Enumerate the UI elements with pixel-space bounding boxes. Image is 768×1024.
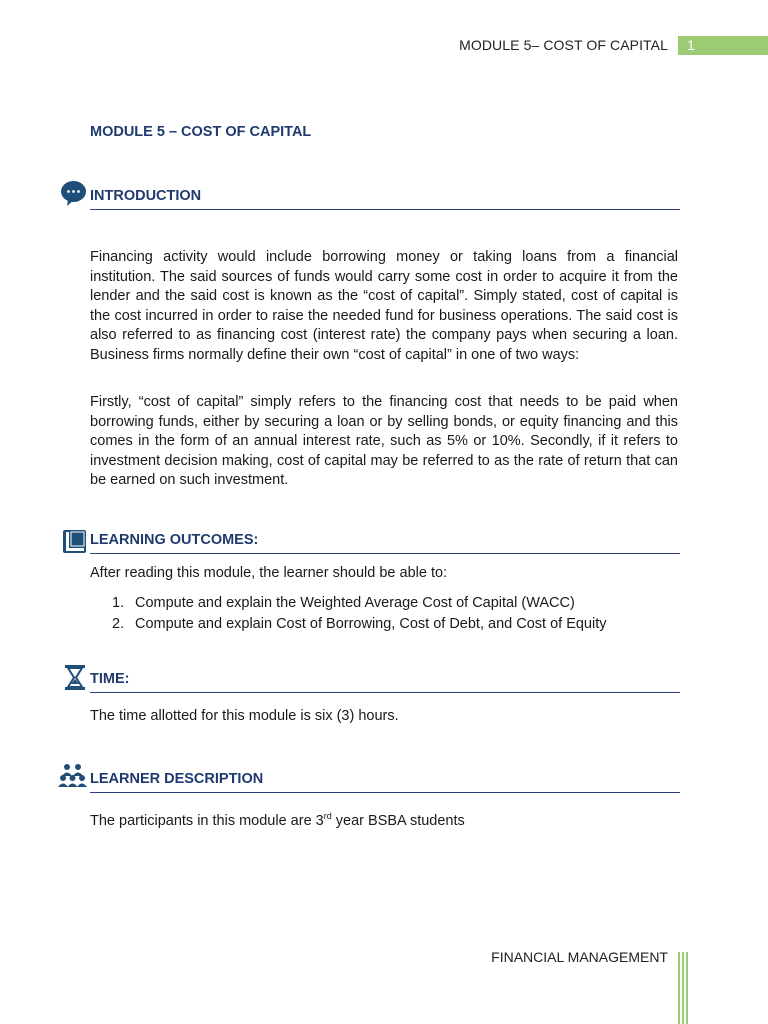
list-item	[112, 594, 607, 615]
list-item-number: 1.	[112, 595, 125, 611]
introduction-heading-label: INTRODUCTION	[90, 188, 202, 204]
learning-outcomes-lead: After reading this module, the learner should be able to:	[90, 565, 448, 581]
introduction-paragraph-1: Financing activity would include borrowing money or taking loans from a financial institution. The said sources of funds would carry some cost in order to acquire it from the lender and the said cost is known as the “cost of capital”. Simply stated, cost of capital is the cost incurred in order to raise the needed fund for business operations. The said cost is also referred to as financing cost (interest rate) the company pays when securing a loan. Business firms normally define their own “cost of capital” in one of two ways:	[90, 249, 678, 363]
footer-accent-line	[682, 952, 684, 1024]
learner-description-heading-label: LEARNER DESCRIPTION	[90, 771, 264, 787]
page-number: 1	[687, 37, 695, 53]
learning-outcomes-heading-label: LEARNING OUTCOMES:	[90, 532, 259, 548]
ordinal-suffix: rd	[323, 811, 332, 822]
hourglass-icon	[64, 665, 86, 690]
learner-description-heading	[90, 770, 680, 793]
footer-accent-line	[686, 952, 688, 1024]
module-title: MODULE 5 – COST OF CAPITAL	[90, 124, 312, 140]
learning-outcomes-list	[112, 594, 607, 636]
book-icon	[62, 529, 87, 554]
list-item-text: Compute and explain the Weighted Average Cost of Capital (WACC)	[135, 595, 575, 611]
footer-accent-line	[678, 952, 680, 1024]
speech-bubble-icon	[60, 180, 87, 207]
footer-title: FINANCIAL MANAGEMENT	[491, 949, 668, 965]
time-text: The time allotted for this module is six (3) hours.	[90, 708, 399, 724]
running-header-title: MODULE 5– COST OF CAPITAL	[459, 37, 668, 53]
people-group-icon	[58, 763, 87, 787]
introduction-heading	[90, 187, 680, 210]
time-heading	[90, 670, 680, 693]
list-item-number: 2.	[112, 616, 125, 632]
learner-description-text	[90, 813, 465, 829]
list-item-text: Compute and explain Cost of Borrowing, Cost of Debt, and Cost of Equity	[135, 616, 607, 632]
learner-description-text-end: year BSBA students	[331, 813, 465, 829]
learner-description-text-start: The participants in this module are 3	[90, 813, 324, 829]
list-item	[112, 615, 607, 636]
page-number-badge	[678, 36, 768, 55]
time-heading-label: TIME:	[90, 671, 130, 687]
introduction-paragraph-2: Firstly, “cost of capital” simply refers to the financing cost that needs to be paid when borrowing funds, either by securing a loan or by selling bonds, or equity financing and this comes in the form of an annual interest rate, such as 5% or 10%. Secondly, if it refers to investment decision making, cost of capital may be referred to as the rate of return that can be earned on such investment.	[90, 394, 678, 488]
learning-outcomes-heading	[90, 531, 680, 554]
